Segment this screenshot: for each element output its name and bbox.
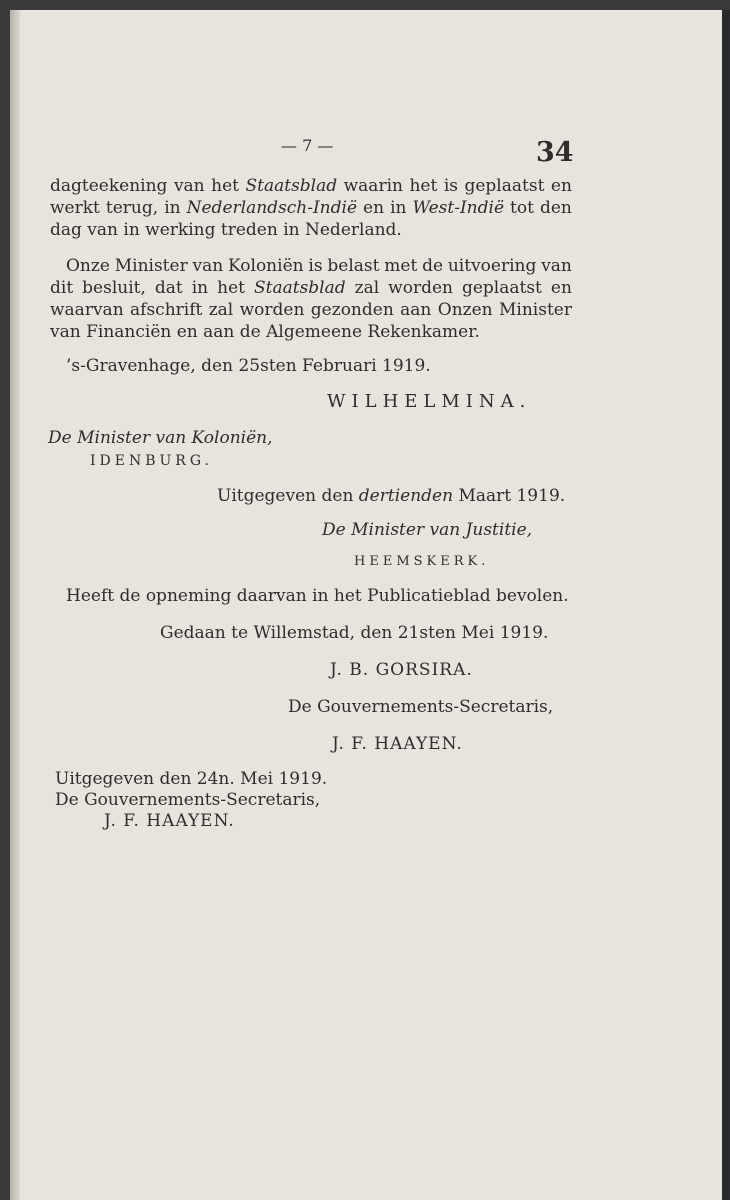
word: waarvan — [50, 300, 124, 320]
word: afschrift — [130, 300, 203, 320]
word: Onze — [66, 256, 110, 276]
minister-kolonien-name: IDENBURG. — [90, 453, 213, 469]
paragraph-1-line-3: dag van in werking treden in Nederland. — [50, 220, 402, 240]
page-marker: — 7 — — [281, 136, 334, 155]
published-prefix: Uitgegeven den — [217, 486, 354, 506]
word: uitvoering — [447, 256, 537, 276]
paragraph-2-line-3 — [50, 300, 572, 320]
word: geplaatst — [464, 176, 545, 196]
word: Koloniën — [228, 256, 304, 276]
word-italic: Nederlandsch-Indië — [186, 198, 358, 218]
minister-kolonien-title: De Minister van Koloniën, — [48, 428, 273, 448]
published-line — [217, 486, 565, 506]
page-edge — [722, 10, 730, 1200]
word: in — [191, 278, 209, 298]
word: Minister — [114, 256, 188, 276]
word: van — [541, 256, 572, 276]
minister-justitie-name: HEEMSKERK. — [354, 554, 490, 569]
published-date-italic: dertienden — [358, 486, 454, 506]
place-date: ’s-Gravenhage, den 25sten Februari 1919. — [66, 356, 431, 376]
word: dat — [154, 278, 183, 298]
word-italic: Staatsblad — [253, 278, 346, 298]
word: werkt — [50, 198, 100, 218]
paragraph-1-line-2 — [50, 198, 572, 218]
word: in — [164, 198, 181, 218]
word: zal — [208, 300, 234, 320]
word: worden — [239, 300, 305, 320]
word: is — [443, 176, 458, 196]
word: het — [211, 176, 239, 196]
paragraph-2-line-1 — [66, 256, 572, 276]
word: en — [550, 278, 572, 298]
word: zal — [354, 278, 380, 298]
done-at: Gedaan te Willemstad, den 21sten Mei 1919. — [160, 623, 549, 643]
word: worden — [388, 278, 453, 298]
word: met — [384, 256, 418, 276]
word: het — [409, 176, 438, 196]
signature-wilhelmina: WILHELMINA. — [327, 391, 532, 412]
paragraph-2-line-2 — [50, 278, 572, 298]
word: de — [422, 256, 444, 276]
word: in — [390, 198, 407, 218]
word: dit — [50, 278, 74, 298]
word: en — [550, 176, 572, 196]
word: aan — [400, 300, 432, 320]
footer-secretary-title: De Gouvernements-Secretaris, — [55, 790, 321, 810]
minister-justitie-title: De Minister van Justitie, — [322, 520, 533, 540]
footer-secretary-name: J. F. HAAYEN. — [104, 811, 235, 831]
word: en — [363, 198, 385, 218]
word: besluit, — [82, 278, 146, 298]
word: waarin — [343, 176, 403, 196]
word: van — [173, 176, 205, 196]
word: Minister — [499, 300, 572, 320]
word: het — [217, 278, 245, 298]
governor-signature: J. B. GORSIRA. — [330, 660, 473, 680]
word: dagteekening — [50, 176, 168, 196]
published-suffix: Maart 1919. — [458, 486, 566, 506]
word-italic: Staatsblad — [245, 176, 338, 196]
paragraph-1-line-1 — [50, 176, 572, 196]
word: terug, — [105, 198, 159, 218]
footer-published: Uitgegeven den 24n. Mei 1919. — [55, 769, 328, 789]
secretary-title: De Gouvernements-Secretaris, — [288, 697, 554, 717]
binding-shadow — [10, 10, 20, 1200]
paragraph-2-line-4: van Financiën en aan de Algemeene Rekenkamer. — [50, 322, 480, 342]
page-number: 34 — [536, 137, 574, 168]
word: van — [192, 256, 224, 276]
word-italic: West-Indië — [412, 198, 505, 218]
word: geplaatst — [461, 278, 542, 298]
publication-order: Heeft de opneming daarvan in het Publicatieblad bevolen. — [66, 586, 569, 606]
word: tot — [510, 198, 534, 218]
word: gezonden — [310, 300, 394, 320]
word: Onzen — [437, 300, 493, 320]
word: den — [539, 198, 572, 218]
secretary-name: J. F. HAAYEN. — [332, 734, 463, 754]
word: is — [308, 256, 323, 276]
word: belast — [327, 256, 380, 276]
